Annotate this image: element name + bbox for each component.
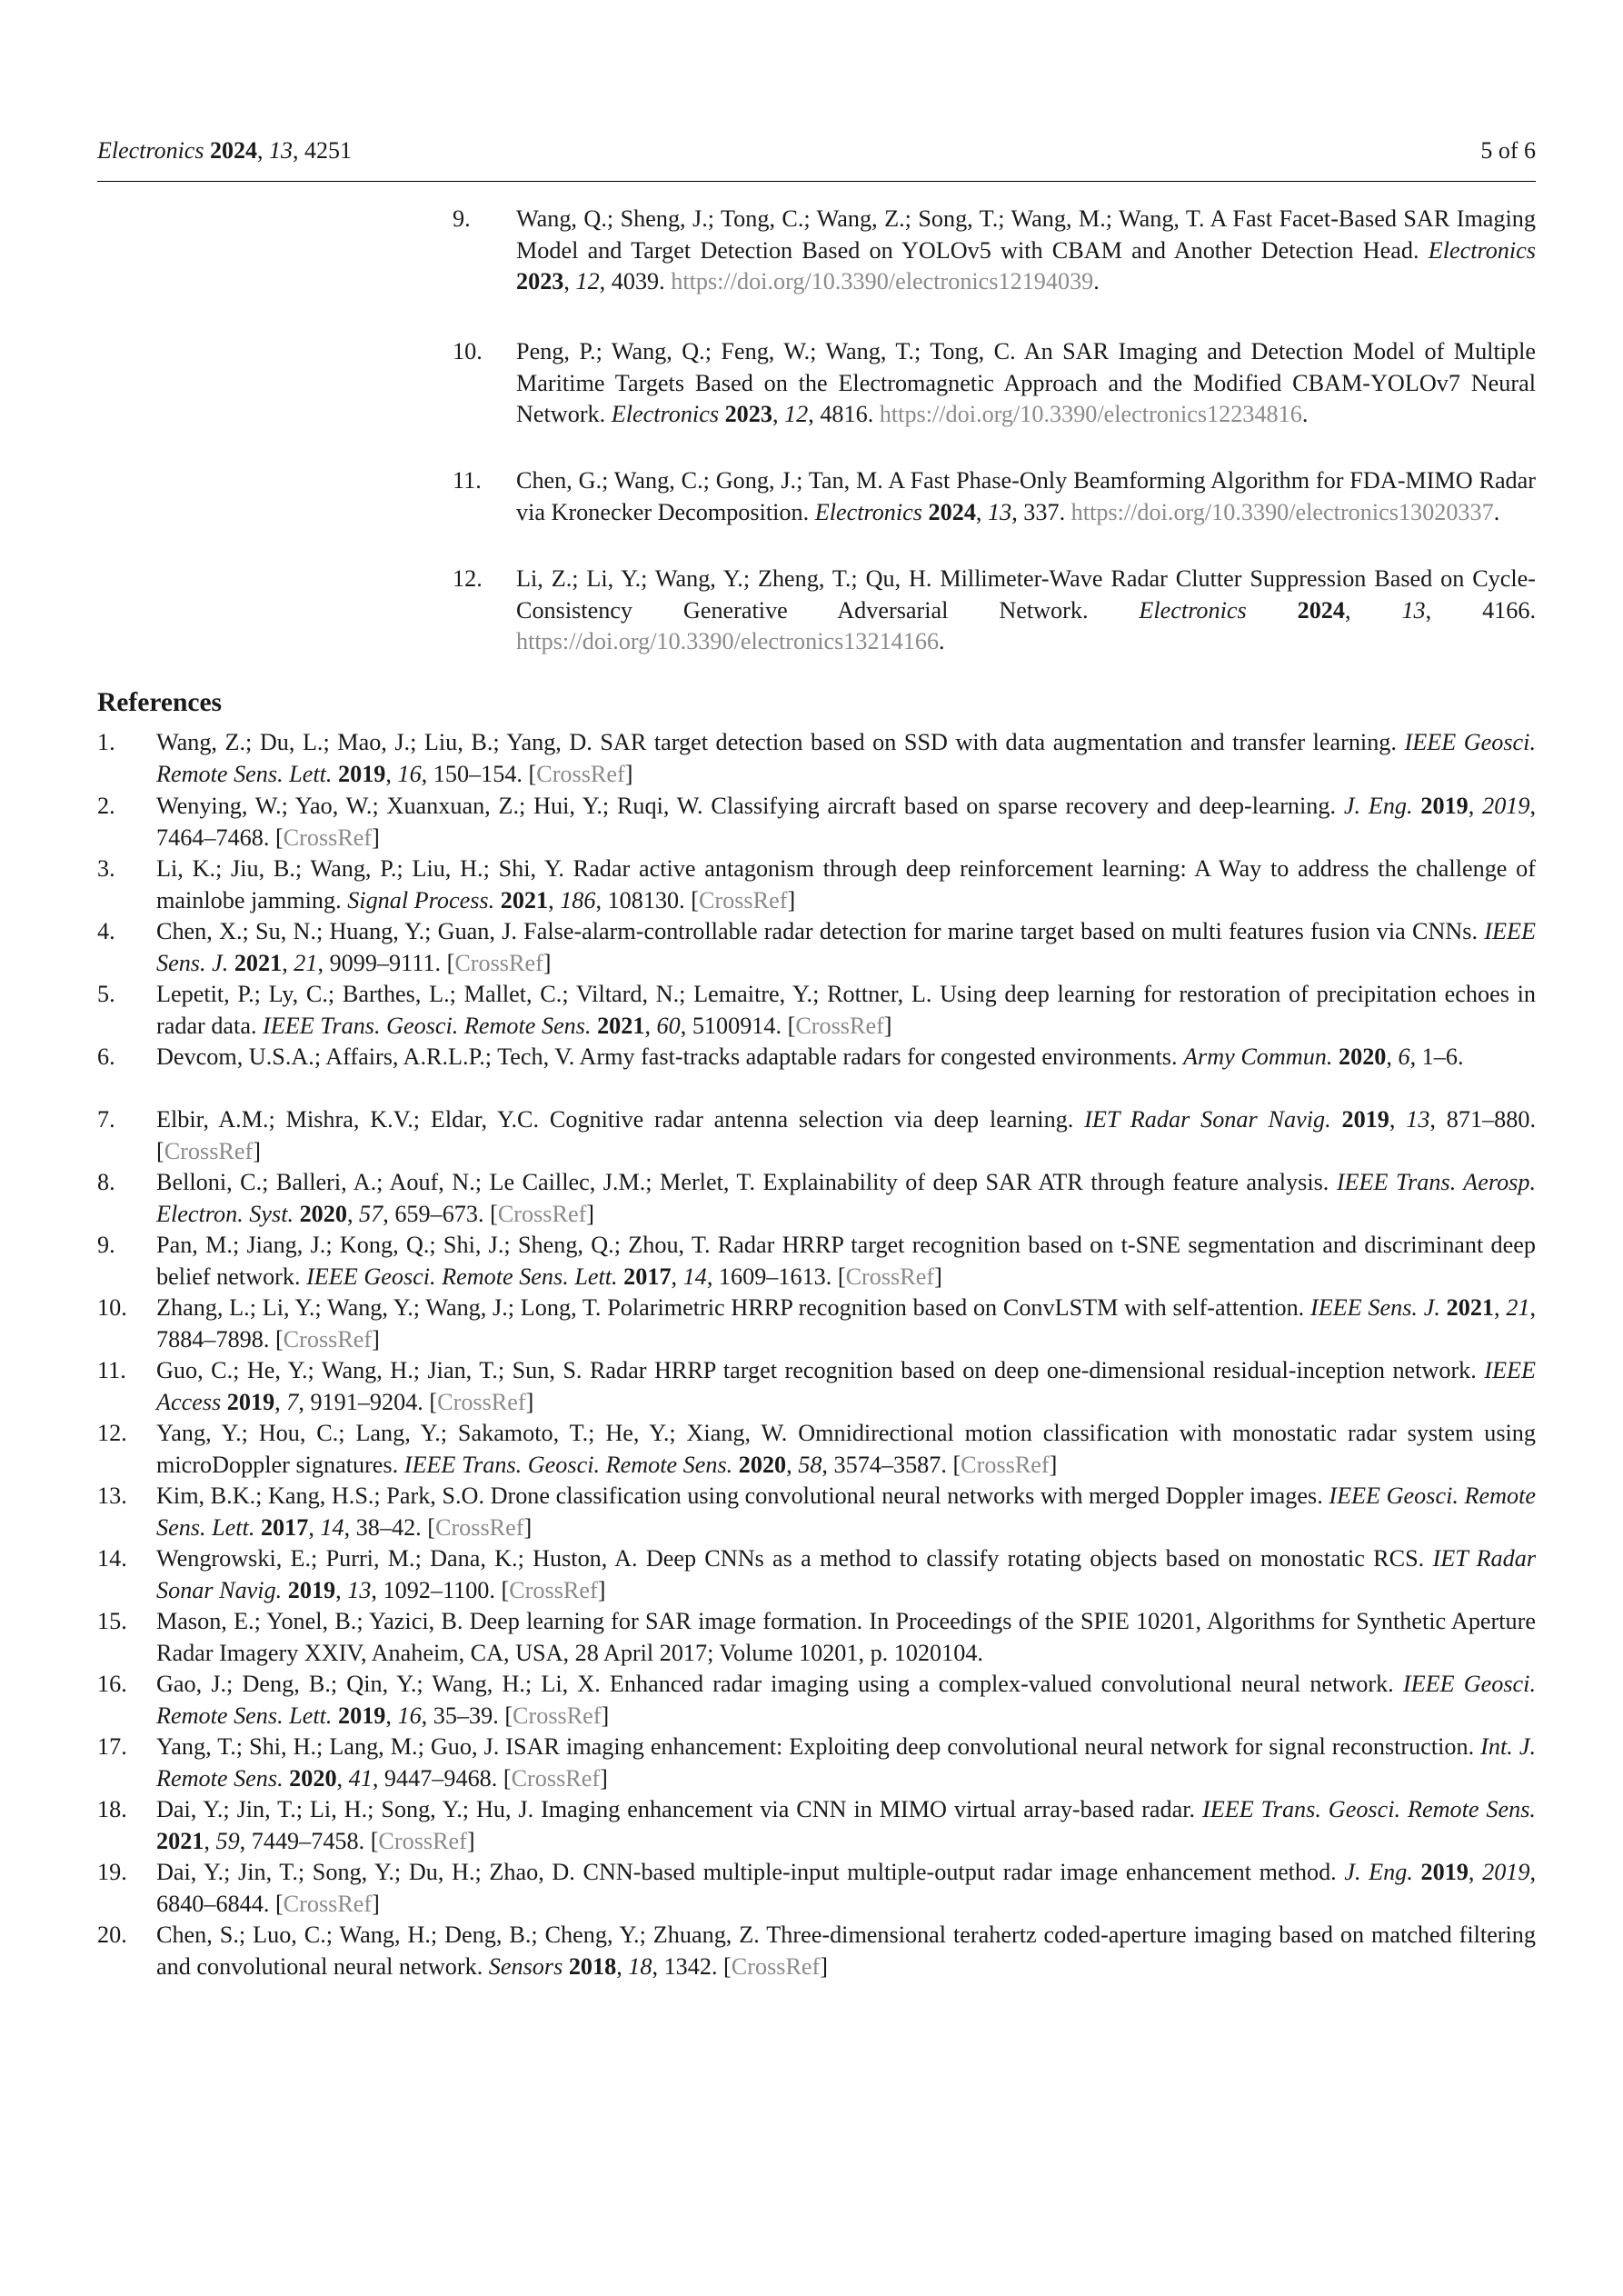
reference-number: 15. (97, 1608, 127, 1634)
reference-number: 16. (97, 1671, 127, 1697)
reference-item: 3. Li, K.; Jiu, B.; Wang, P.; Liu, H.; Shi, Y. Radar active antagonism through deep reinforcement learning: A Way to address the challenge of mainlobe jamming. Signal Process. 2021, 186, 108130. [CrossRef] (97, 855, 1536, 913)
crossref-link[interactable]: CrossRef (509, 1576, 598, 1603)
crossref-link[interactable]: CrossRef (283, 1325, 373, 1353)
crossref-link[interactable]: CrossRef (437, 1388, 526, 1415)
reference-pages: , 337. (1011, 498, 1066, 525)
journal-year: 2024 (209, 137, 257, 164)
reference-number: 12. (453, 565, 483, 592)
reference-year: 2019 (1420, 793, 1469, 819)
reference-year: 2018 (568, 1952, 617, 1980)
reference-number: 5. (97, 981, 115, 1007)
reference-number: 4. (97, 918, 115, 944)
reference-year: 2019 (1341, 1106, 1389, 1133)
reference-text: Elbir, A.M.; Mishra, K.V.; Eldar, Y.C. Cognitive radar antenna selection via deep learning. (156, 1106, 1074, 1133)
reference-year: 2023 (724, 401, 772, 428)
doi-link[interactable]: https://doi.org/10.3390/electronics13214166 (516, 628, 940, 655)
reference-item: 10. Zhang, L.; Li, Y.; Wang, Y.; Wang, J.; Long, T. Polarimetric HRRP recognition based on ConvLSTM with self-attention. IEEE Sens. J. 2021, 21, 7884–7898. [CrossRef] (97, 1294, 1537, 1353)
reference-item: 13. Kim, B.K.; Kang, H.S.; Park, S.O. Drone classification using convolutional neural networks with merged Doppler images. IEEE Geosci. Remote Sens. Lett. 2017, 14, 38–42. [CrossRef] (97, 1482, 1537, 1541)
reference-journal: Int. J. Remote Sens. (156, 1733, 1537, 1792)
reference-volume: 21 (294, 949, 318, 976)
reference-number: 19. (97, 1859, 127, 1885)
reference-volume: 18 (628, 1952, 652, 1980)
reference-item: 2. Wenying, W.; Yao, W.; Xuanxuan, Z.; Hui, Y.; Ruqi, W. Classifying aircraft based on sparse recovery and deep-learning. J. Eng. 2019, 2019, 7464–7468. [CrossRef] (97, 793, 1537, 851)
reference-text: Chen, G.; Wang, C.; Gong, J.; Tan, M. A Fast Phase-Only Beamforming Algorithm for FDA-MIMO Radar via Kronecker Decomposition. (516, 467, 1536, 525)
reference-year: 2021 (500, 886, 549, 913)
reference-text: Chen, X.; Su, N.; Huang, Y.; Guan, J. False-alarm-controllable radar detection for marine target based on multi features fusion via CNNs. (156, 918, 1479, 944)
reference-number: 6. (97, 1043, 115, 1070)
reference-year: 2019 (1420, 1859, 1469, 1885)
reference-journal: IEEE Trans. Geosci. Remote Sens. (1202, 1796, 1536, 1822)
reference-number: 18. (97, 1796, 127, 1822)
reference-pages: , 38–42. (344, 1513, 422, 1541)
reference-pages: , 871–880. (1429, 1106, 1537, 1133)
crossref-link[interactable]: CrossRef (795, 1012, 884, 1039)
reference-pages: , 5100914. (680, 1012, 782, 1039)
reference-text: Wengrowski, E.; Purri, M.; Dana, K.; Huston, A. Deep CNNs as a method to classify rotating objects based on monostatic RCS. (156, 1545, 1425, 1572)
crossref-link[interactable]: CrossRef (434, 1513, 524, 1541)
reference-journal: Electronics (814, 498, 922, 525)
reference-text: Mason, E.; Yonel, B.; Yazici, B. Deep learning for SAR image formation. In Proceedings of the SPIE 10201, Algorithms for Synthetic Aperture Radar Imagery XXIV, Anaheim, CA, USA, 28 April 2017; Volume 10201, p. 1020104. (156, 1608, 1536, 1666)
reference-pages: , 35–39. (421, 1702, 499, 1729)
reference-volume: 12 (784, 401, 809, 428)
reference-text: Kim, B.K.; Kang, H.S.; Park, S.O. Drone classification using convolutional neural networks with merged Doppler images. (156, 1482, 1323, 1509)
reference-volume: 16 (397, 1702, 422, 1729)
journal-name: Electronics (97, 137, 204, 164)
reference-item: 5. Lepetit, P.; Ly, C.; Barthes, L.; Mallet, C.; Viltard, N.; Lemaitre, Y.; Rottner, L. Using deep learning for restoration of precipitation echoes in radar data. IEEE Trans. Geosci. Remote Sens. 2021, 60, 5100914. [CrossRef] (97, 981, 1536, 1039)
reference-item: 10. Peng, P.; Wang, Q.; Feng, W.; Wang, T.; Tong, C. An SAR Imaging and Detection Model of Multiple Maritime Targets Based on the Electromagnetic Approach and the Modified CBAM-YOLOv7 Neural Network. Electronics 2023, 12, 4816. https://doi.org/10.3390/electronics12234816. (453, 338, 1536, 428)
reference-pages: , 7464–7468. (156, 793, 1537, 851)
crossref-link[interactable]: CrossRef (511, 1764, 601, 1792)
header-rule (97, 181, 1536, 182)
reference-item: 11. Chen, G.; Wang, C.; Gong, J.; Tan, M. A Fast Phase-Only Beamforming Algorithm for FDA-MIMO Radar via Kronecker Decomposition. Electronics 2024, 13, 337. https://doi.org/10.3390/electronics13020337. (453, 467, 1536, 525)
reference-number: 7. (97, 1106, 115, 1133)
reference-text: Pan, M.; Jiang, J.; Kong, Q.; Shi, J.; Sheng, Q.; Zhou, T. Radar HRRP target recognition based on t-SNE segmentation and discriminant deep belief network. (156, 1232, 1536, 1290)
references-heading: References (97, 688, 223, 717)
crossref-link[interactable]: CrossRef (164, 1137, 254, 1164)
reference-year: 2021 (234, 949, 283, 976)
reference-item (97, 1606, 1536, 1669)
reference-volume: 186 (560, 886, 596, 913)
reference-text: Lepetit, P.; Ly, C.; Barthes, L.; Mallet, C.; Viltard, N.; Lemaitre, Y.; Rottner, L. Using deep learning for restoration of precipitation echoes in radar data. (156, 981, 1536, 1039)
reference-pages: , 7884–7898. (156, 1294, 1537, 1353)
reference-year: 2023 (516, 268, 564, 295)
reference-number: 20. (97, 1922, 127, 1948)
crossref-link[interactable]: CrossRef (283, 824, 373, 851)
reference-journal: IEEE Geosci. Remote Sens. Lett. (306, 1263, 618, 1290)
reference-pages: , 6840–6844. (156, 1859, 1537, 1917)
reference-text: Dai, Y.; Jin, T.; Song, Y.; Du, H.; Zhao, D. CNN-based multiple-input multiple-output radar image enhancement method. (156, 1859, 1337, 1885)
reference-volume: 2019 (1482, 1859, 1530, 1885)
doi-link[interactable]: https://doi.org/10.3390/electronics12234816 (879, 401, 1302, 428)
reference-number: 9. (453, 205, 471, 232)
journal-volume: 13 (268, 137, 293, 164)
reference-end: . (939, 628, 945, 655)
reference-number: 10. (453, 338, 483, 364)
reference-item: 19. Dai, Y.; Jin, T.; Song, Y.; Du, H.; Zhao, D. CNN-based multiple-input multiple-output radar image enhancement method. J. Eng. 2019, 2019, 6840–6844. [CrossRef] (97, 1859, 1537, 1917)
reference-number: 17. (97, 1733, 127, 1760)
reference-volume: 13 (1406, 1106, 1430, 1133)
reference-journal: IEEE Trans. Geosci. Remote Sens. (263, 1012, 592, 1039)
reference-year: 2021 (1446, 1294, 1495, 1321)
reference-volume: 60 (656, 1012, 681, 1039)
reference-text: Chen, S.; Luo, C.; Wang, H.; Deng, B.; Cheng, Y.; Zhuang, Z. Three-dimensional terahertz coded-aperture imaging based on matched filtering and convolutional neural network. (156, 1922, 1536, 1980)
reference-text: Wang, Q.; Sheng, J.; Tong, C.; Wang, Z.; Song, T.; Wang, M.; Wang, T. A Fast Facet-Based SAR Imaging Model and Target Detection Based on YOLOv5 with CBAM and Another Detection Head. (516, 205, 1536, 264)
reference-journal: Sensors (488, 1952, 563, 1980)
crossref-link[interactable]: CrossRef (378, 1827, 467, 1854)
reference-item: 16. Gao, J.; Deng, B.; Qin, Y.; Wang, H.; Li, X. Enhanced radar imaging using a complex-valued convolutional neural network. IEEE Geosci. Remote Sens. Lett. 2019, 16, 35–39. [CrossRef] (97, 1671, 1536, 1729)
reference-text: Wang, Z.; Du, L.; Mao, J.; Liu, B.; Yang, D. SAR target detection based on SSD with data augmentation and transfer learning. (156, 729, 1397, 755)
reference-journal: IEEE Geosci. Remote Sens. Lett. (156, 1482, 1537, 1541)
reference-volume: 41 (348, 1764, 373, 1792)
reference-volume: 16 (397, 760, 422, 787)
reference-pages: , 9099–9111. (317, 949, 442, 976)
reference-number: 3. (97, 855, 115, 882)
reference-item: 8. Belloni, C.; Balleri, A.; Aouf, N.; Le Caillec, J.M.; Merlet, T. Explainability of deep SAR ATR through feature analysis. IEEE Trans. Aerosp. Electron. Syst. 2020, 57, 659–673. [CrossRef] (97, 1169, 1536, 1227)
reference-volume: 21 (1506, 1294, 1530, 1321)
reference-item: 12. Yang, Y.; Hou, C.; Lang, Y.; Sakamoto, T.; He, Y.; Xiang, W. Omnidirectional motion classification with monostatic radar system using microDoppler signatures. IEEE Trans. Geosci. Remote Sens. 2020, 58, 3574–3587. [CrossRef] (97, 1420, 1536, 1478)
reference-text: Yang, T.; Shi, H.; Lang, M.; Guo, J. ISAR imaging enhancement: Exploiting deep convolutional neural network for signal reconstruction. (156, 1733, 1475, 1760)
reference-text: Yang, Y.; Hou, C.; Lang, Y.; Sakamoto, T.; He, Y.; Xiang, W. Omnidirectional motion classification with monostatic radar system using microDoppler signatures. (156, 1420, 1536, 1478)
reference-item: 7. Elbir, A.M.; Mishra, K.V.; Eldar, Y.C. Cognitive radar antenna selection via deep learning. IET Radar Sonar Navig. 2019, 13, 871–880. [CrossRef] (97, 1106, 1537, 1164)
reference-end: . (1301, 401, 1309, 428)
reference-number: 9. (97, 1232, 115, 1258)
reference-journal: IEEE Trans. Geosci. Remote Sens. (403, 1451, 733, 1478)
reference-volume: 59 (215, 1827, 240, 1854)
reference-year: 2019 (338, 760, 386, 787)
reference-text: Li, K.; Jiu, B.; Wang, P.; Liu, H.; Shi, Y. Radar active antagonism through deep reinforcement learning: A Way to address the challenge of mainlobe jamming. (156, 855, 1536, 913)
crossref-link[interactable]: CrossRef (283, 1890, 373, 1917)
reference-year: 2019 (338, 1702, 386, 1729)
reference-number: 14. (97, 1545, 127, 1572)
reference-number: 1. (97, 729, 115, 755)
reference-year: 2019 (226, 1388, 275, 1415)
reference-journal: IET Radar Sonar Navig. (156, 1545, 1537, 1603)
reference-item: 12. Li, Z.; Li, Y.; Wang, Y.; Zheng, T.; Qu, H. Millimeter-Wave Radar Clutter Suppression Based on Cycle-Consistency Generative Adversarial Network. Electronics 2024, 13, 4166. https://doi.org/10.3390/electronics13214166. (453, 565, 1536, 655)
reference-pages: , 9191–9204. (298, 1388, 423, 1415)
reference-journal: IEEE Trans. Aerosp. Electron. Syst. (156, 1169, 1536, 1227)
reference-text: Peng, P.; Wang, Q.; Feng, W.; Wang, T.; Tong, C. An SAR Imaging and Detection Model of Multiple Maritime Targets Based on the Electromagnetic Approach and the Modified CBAM-YOLOv7 Neural Network. (516, 338, 1536, 428)
crossref-link[interactable]: CrossRef (497, 1200, 587, 1227)
reference-volume: 7 (286, 1388, 299, 1415)
reference-volume: 57 (359, 1200, 383, 1227)
reference-pages: , 4039. (599, 268, 665, 295)
reference-pages: , 108130. (595, 886, 685, 913)
reference-pages: , 659–673. (383, 1200, 484, 1227)
reference-number: 8. (97, 1169, 115, 1195)
reference-journal: Electronics (1428, 236, 1536, 264)
reference-item: 20. Chen, S.; Luo, C.; Wang, H.; Deng, B.; Cheng, Y.; Zhuang, Z. Three-dimensional terahertz coded-aperture imaging based on matched filtering and convolutional neural network. Sensors 2018, 18, 1342. [CrossRef] (97, 1922, 1536, 1980)
reference-item: 9. Pan, M.; Jiang, J.; Kong, Q.; Shi, J.; Sheng, Q.; Zhou, T. Radar HRRP target recognition based on t-SNE segmentation and discriminant deep belief network. IEEE Geosci. Remote Sens. Lett. 2017, 14, 1609–1613. [CrossRef] (97, 1232, 1536, 1290)
reference-journal: Signal Process. (347, 886, 495, 913)
reference-item: 6. Devcom, U.S.A.; Affairs, A.R.L.P.; Tech, V. Army fast-tracks adaptable radars for congested environments. Army Commun. 2020, 6, 1–6. (156, 1042, 1536, 1073)
reference-volume: 14 (682, 1263, 707, 1290)
reference-volume: 58 (798, 1451, 822, 1478)
reference-pages: , 7449–7458. (239, 1827, 365, 1854)
crossref-link[interactable]: CrossRef (698, 886, 788, 913)
reference-text: Gao, J.; Deng, B.; Qin, Y.; Wang, H.; Li, X. Enhanced radar imaging using a complex-valued convolutional neural network. (156, 1671, 1394, 1697)
reference-end: . (1093, 268, 1100, 295)
reference-pages: , 1609–1613. (706, 1263, 832, 1290)
reference-journal: Electronics (611, 401, 720, 428)
reference-item: 17. Yang, T.; Shi, H.; Lang, M.; Guo, J. ISAR imaging enhancement: Exploiting deep convolutional neural network for signal reconstruction. Int. J. Remote Sens. 2020, 41, 9447–9468. [CrossRef] (97, 1733, 1537, 1792)
reference-journal: Electronics (1139, 596, 1247, 624)
reference-year: 2020 (299, 1200, 347, 1227)
reference-pages: , 4816. (808, 401, 874, 428)
reference-year: 2017 (260, 1513, 309, 1541)
reference-pages: , 4166. (1425, 596, 1536, 624)
reference-pages: , 150–154. (421, 760, 523, 787)
reference-text: Wenying, W.; Yao, W.; Xuanxuan, Z.; Hui, Y.; Ruqi, W. Classifying aircraft based on sparse recovery and deep-learning. (156, 793, 1337, 819)
reference-pages: , 3574–3587. (821, 1451, 947, 1478)
reference-text: Devcom, U.S.A.; Affairs, A.R.L.P.; Tech, V. Army fast-tracks adaptable radars for congested environments. (156, 1043, 1178, 1070)
reference-text: Belloni, C.; Balleri, A.; Aouf, N.; Le Caillec, J.M.; Merlet, T. Explainability of deep SAR ATR through feature analysis. (156, 1169, 1329, 1195)
reference-end: . (1493, 498, 1500, 525)
reference-text: Guo, C.; He, Y.; Wang, H.; Jian, T.; Sun, S. Radar HRRP target recognition based on deep one-dimensional residual-inception network. (156, 1357, 1477, 1383)
reference-volume: 13 (988, 498, 1012, 525)
reference-number: 2. (97, 793, 115, 819)
reference-journal: J. Eng. (1343, 793, 1413, 819)
reference-journal: IEEE Sens. J. (156, 918, 1537, 976)
reference-year: 2021 (156, 1827, 204, 1854)
reference-number: 13. (97, 1482, 127, 1509)
reference-year: 2020 (738, 1451, 787, 1478)
page-number: 5 of 6 (1480, 137, 1536, 164)
reference-year: 2020 (289, 1764, 337, 1792)
reference-number: 10. (97, 1294, 127, 1321)
reference-volume: 12 (575, 268, 600, 295)
reference-journal: IET Radar Sonar Navig. (1084, 1106, 1331, 1133)
running-head: Electronics 2024, 13, 4251 (97, 137, 352, 164)
reference-pages: , 1–6. (1409, 1043, 1464, 1070)
reference-year: 2024 (928, 498, 976, 525)
doi-link[interactable]: https://doi.org/10.3390/electronics12194039 (671, 268, 1094, 295)
reference-text: Li, Z.; Li, Y.; Wang, Y.; Zheng, T.; Qu, H. Millimeter-Wave Radar Clutter Suppression Based on Cycle-Consistency Generative Adversarial Network. (516, 565, 1536, 624)
crossref-link[interactable]: CrossRef (536, 760, 625, 787)
reference-pages: , 9447–9468. (372, 1764, 498, 1792)
reference-text: Zhang, L.; Li, Y.; Wang, Y.; Wang, J.; Long, T. Polarimetric HRRP recognition based on ConvLSTM with self-attention. (156, 1294, 1305, 1321)
reference-journal: IEEE Sens. J. (1309, 1294, 1440, 1321)
reference-year: 2020 (1339, 1043, 1387, 1070)
reference-volume: 13 (347, 1576, 372, 1603)
reference-item: 4. Chen, X.; Su, N.; Huang, Y.; Guan, J. False-alarm-controllable radar detection for marine target based on multi features fusion via CNNs. IEEE Sens. J. 2021, 21, 9099–9111. [CrossRef] (97, 918, 1537, 976)
reference-number: 12. (97, 1420, 127, 1446)
reference-journal: IEEE Geosci. Remote Sens. Lett. (156, 729, 1536, 787)
reference-volume: 14 (320, 1513, 344, 1541)
reference-item: 11. Guo, C.; He, Y.; Wang, H.; Jian, T.; Sun, S. Radar HRRP target recognition based on deep one-dimensional residual-inception network. IEEE Access 2019, 7, 9191–9204. [CrossRef] (97, 1357, 1537, 1415)
reference-journal: IEEE Access (156, 1357, 1537, 1415)
reference-item: 14. Wengrowski, E.; Purri, M.; Dana, K.; Huston, A. Deep CNNs as a method to classify rotating objects based on monostatic RCS. IET Radar Sonar Navig. 2019, 13, 1092–1100. [CrossRef] (97, 1545, 1537, 1603)
reference-volume: 2019 (1482, 793, 1530, 819)
reference-year: 2019 (287, 1576, 336, 1603)
crossref-link[interactable]: CrossRef (845, 1263, 935, 1290)
reference-journal: Army Commun. (1183, 1043, 1333, 1070)
reference-year: 2024 (1297, 596, 1345, 624)
reference-pages: , 1092–1100. (371, 1576, 495, 1603)
reference-text: Dai, Y.; Jin, T.; Li, H.; Song, Y.; Hu, J. Imaging enhancement via CNN in MIMO virtual array-based radar. (156, 1796, 1196, 1822)
crossref-link[interactable]: CrossRef (731, 1952, 821, 1980)
reference-volume: 13 (1401, 596, 1426, 624)
crossref-link[interactable]: CrossRef (961, 1451, 1050, 1478)
article-number: , 4251 (292, 137, 352, 164)
doi-link[interactable]: https://doi.org/10.3390/electronics13020337 (1070, 498, 1494, 525)
reference-number: 11. (97, 1357, 126, 1383)
reference-item: 18. Dai, Y.; Jin, T.; Li, H.; Song, Y.; Hu, J. Imaging enhancement via CNN in MIMO virtual array-based radar. IEEE Trans. Geosci. Remote Sens. 2021, 59, 7449–7458. [CrossRef] (97, 1796, 1536, 1854)
reference-item: 9. Wang, Q.; Sheng, J.; Tong, C.; Wang, Z.; Song, T.; Wang, M.; Wang, T. A Fast Facet-Based SAR Imaging Model and Target Detection Based on YOLOv5 with CBAM and Another Detection Head. Electronics 2023, 12, 4039. https://doi.org/10.3390/electronics12194039. (453, 205, 1536, 295)
reference-year: 2021 (597, 1012, 645, 1039)
reference-item: 1. Wang, Z.; Du, L.; Mao, J.; Liu, B.; Yang, D. SAR target detection based on SSD with data augmentation and transfer learning. IEEE Geosci. Remote Sens. Lett. 2019, 16, 150–154. [CrossRef] (97, 729, 1536, 787)
crossref-link[interactable]: CrossRef (454, 949, 543, 976)
crossref-link[interactable]: CrossRef (513, 1702, 602, 1729)
reference-volume: 6 (1398, 1043, 1410, 1070)
reference-number: 11. (453, 467, 482, 494)
reference-journal: IEEE Geosci. Remote Sens. Lett. (156, 1671, 1536, 1729)
reference-year: 2017 (623, 1263, 672, 1290)
reference-pages: , 1342. (652, 1952, 718, 1980)
reference-journal: J. Eng. (1344, 1859, 1413, 1885)
